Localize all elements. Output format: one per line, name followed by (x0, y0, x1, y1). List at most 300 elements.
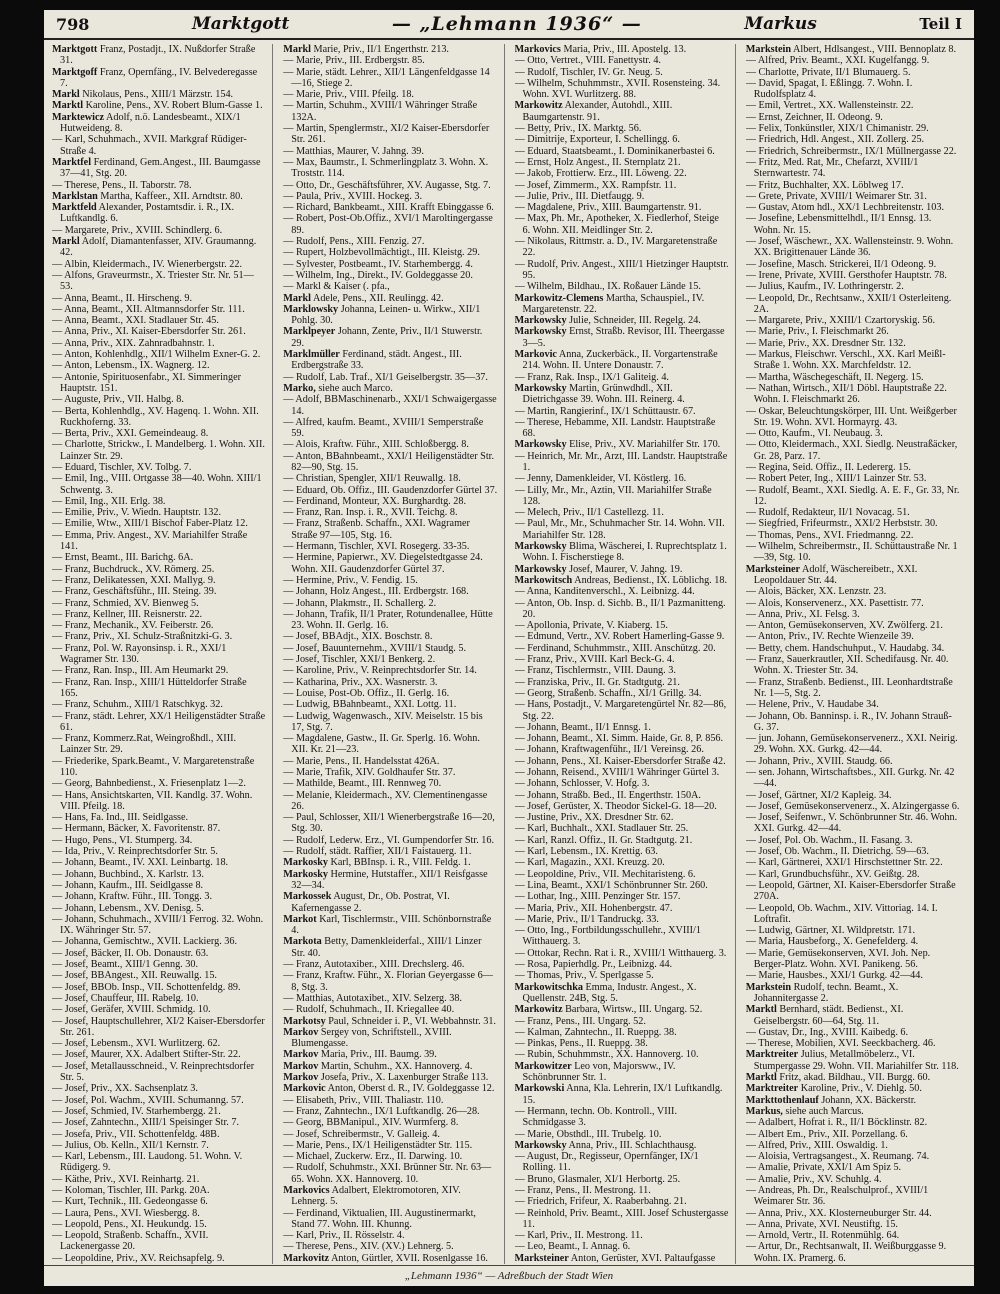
directory-entry: — Franz, Kommerz.Rat, Weingroßhdl., XIII. Lainzer Str. 29. (52, 733, 237, 756)
directory-entry: Markowski Anna, Kla. Lehrerin, IX/1 Luftkandlg. 15. (514, 1083, 723, 1106)
directory-entry: Marktreiter Karoline, Priv., V. Diehlg. 50. (745, 1083, 922, 1095)
directory-entry: — Regina, Seid. Offiz., II. Ledererg. 15. (745, 461, 911, 473)
directory-entry: — Leopold, Dr., Rechtsanw., XXII/1 Osterleiteng. 2A. (745, 292, 952, 315)
directory-entry: — Rubin, Schuhmmstr., XX. Hannoverg. 10. (514, 1049, 699, 1061)
header-right-keyword: Markus (744, 14, 817, 34)
directory-entry: — Reinhold, Priv. Beamt., XIII. Josef Schustergasse 11. (514, 1207, 729, 1230)
directory-entry: — August, Dr., Regisseur, Opernfänger, IX/1 Rolling. 11. (514, 1151, 699, 1174)
directory-entry: — Lothar, Ing., XIII. Penzinger Str. 157. (514, 891, 681, 903)
directory-entry: — Emma, Priv. Angest., XV. Mariahilfer Straße 141. (52, 529, 248, 553)
directory-entry: — Anton, Priv., IV. Rechte Wienzeile 39. (745, 631, 914, 643)
directory-entry: — Karl, Ranzl. Offiz., II. Gr. Stadtgutg. 21. (514, 834, 693, 846)
directory-entry: — David, Spagat, I. Eßlingg. 7. Wohn. I. Rudolfsplatz 4. (745, 77, 913, 101)
directory-entry: — Apollonia, Private, V. Kiaberg. 15. (514, 620, 668, 632)
directory-entry: — Marie, Priv., III. Erdbergstr. 85. (283, 55, 425, 67)
directory-entry: — Franz, Rak. Insp., IX/1 Galiteig. 4. (514, 371, 669, 383)
directory-entry: Marktl Fritz, akad. Bildhau., VII. Burgg. 60. (745, 1072, 931, 1084)
directory-entry: — Josef, Pol. Ob. Wachm., II. Fasang. 3. (745, 834, 913, 846)
directory-entry: — Johann, Trafik, II/1 Prater, Rotundenallee, Hütte 23. Wohn. II. Gerlg. 16. (283, 608, 493, 632)
directory-entry: — Ferdinand, Monteur, XX. Burghardtg. 28. (283, 495, 467, 507)
directory-entry: — Fritz, Buchhalter, XX. Löblweg 17. (745, 179, 904, 191)
directory-entry: — Nikolaus, Rittmstr. a. D., IV. Margaretenstraße 22. (514, 236, 718, 259)
directory-entry: — Josef, BBOb. Insp., VII. Schottenfeldg. 89. (52, 981, 241, 993)
directory-entry: — Josef, BBAdjt., XIX. Boschstr. 8. (283, 631, 433, 643)
directory-entry: Marklowsky Johanna, Leinen- u. Wirkw., XII/1 Pohlg. 30. (283, 303, 481, 327)
directory-entry: — Anton, BBahnbeamt., XXI/1 Heiligenstädter Str. 82—90, Stg. 15. (283, 450, 495, 473)
directory-entry: — Betty, chem. Handschuhput., V. Haudabg. 34. (745, 642, 945, 654)
directory-entry: — Josef, BBAngest., XII. Reuwallg. 15. (52, 970, 217, 982)
directory-entry: — Fritz, Med. Rat, Mr., Chefarzt, XVIII/1 Sternwartestr. 74. (745, 156, 919, 180)
directory-entry: — Robert Peter, Ing., XIII/1 Lainzer Str. 53. (745, 473, 927, 485)
directory-entry: — Melech, Priv., II/1 Castellezg. 11. (514, 507, 664, 519)
directory-entry: — Josef, Gemüsekonservenerz., X. Alzingergasse 6. (745, 800, 960, 812)
directory-entry: — Julius, Kaufm., IV. Lothringerstr. 2. (745, 281, 904, 293)
directory-entry: — Anna, Kanditenverschl., X. Leibnizg. 44. (514, 586, 695, 598)
directory-entry: Markowitz-Clemens Martha, Schauspiel., IV. Margaretenstr. 22. (514, 292, 705, 315)
directory-entry: — Heinrich, Mr. Mr., Arzt, III. Landstr. Hauptstraße 1. (514, 450, 728, 473)
directory-entry: — Marie, Priv., I. Fleischmarkt 26. (745, 326, 889, 338)
directory-entry: — Melanie, Kleidermach., XV. Clementinengasse 26. (283, 789, 488, 812)
directory-entry: — Marie, Hausbes., XXI/1 Gurkg. 42—44. (745, 970, 923, 982)
directory-entry: — Franz, Sauerkrautler, XII. Schedifausg. Nr. 40. Wohn. X. Triester Str. 34. (745, 654, 949, 677)
directory-entry: — Oskar, Beleuchtungskörper, III. Unt. Weißgerber Str. 19. Wohn. XVI. Hormayrg. 43. (745, 405, 957, 428)
directory-entry: Markosky Hermine, Hutstaffer., XII/1 Reisfgasse 32—34. (283, 868, 488, 891)
directory-entry: — Adalbert, Hofrat i. R., II/1 Böcklinstr. 82. (745, 1117, 928, 1129)
directory-entry: — Johann, Beamt., XI. Simm. Haide, Gr. 8, P. 856. (514, 733, 724, 745)
directory-entry: — Martin, Schuhm., XVIII/1 Währinger Straße 132A. (283, 100, 478, 123)
directory-entry: — Rudolf, städt. Raffier, XII/1 Faistauerg. 11. (283, 846, 472, 858)
directory-entry: Markosky Karl, BBInsp. i. R., VIII. Feldg. 1. (283, 857, 471, 869)
directory-entry: — Hugo, Pens., VI. Stumperg. 34. (52, 834, 193, 846)
directory-entry: — Adolf, BBMaschinenarb., XXI/1 Schwaigergasse 14. (283, 394, 497, 417)
directory-entry: — Antonie, Spirituosenfabr., XI. Simmeringer Hauptstr. 151. (52, 371, 242, 394)
directory-entry: — Louise, Post-Ob. Offiz., II. Gerlg. 16. (283, 687, 450, 699)
directory-entry: — Marie, Priv., II/1 Tandruckg. 33. (514, 913, 659, 925)
directory-entry: — Rudolf, Schuhmstr., XXI. Brünner Str. Nr. 63—65. Wohn. XX. Hannoverg. 10. (283, 1162, 492, 1185)
directory-entry: — Friedrich, Schreibermstr., IX/1 Müllnergasse 22. (745, 145, 957, 157)
directory-entry: — Josef, Wäschewr., XX. Wallensteinstr. 9. Wohn. XX. Brigittenauer Lände 36. (745, 236, 954, 259)
directory-entry: — Emil, Vertret., XX. Wallensteinstr. 22. (745, 100, 914, 112)
directory-entry: — Leo, Beamt., I. Annag. 6. (514, 1241, 631, 1253)
page-number: 798 (56, 14, 90, 34)
directory-entry: — Franz, Buchdruck., XV. Römerg. 25. (52, 563, 215, 575)
directory-entry: Marktl Bernhard, städt. Bedienst., XI. Geiselbergstr. 60—64, Stg. 11. (745, 1004, 904, 1027)
directory-entry: — Franz, Priv., XI. Schulz-Straßnitzki-G. 3. (52, 631, 233, 643)
directory-entry: — Friedrich, Frifeur, X. Raaberbahng. 21. (514, 1196, 687, 1208)
directory-entry: Markowitz Barbara, Wirtsw., III. Ungarg. 52. (514, 1004, 703, 1016)
directory-entry: — Marie, Obsthdl., III. Trubelg. 10. (514, 1128, 662, 1140)
directory-entry: — Alois, Bäcker, XX. Lenzstr. 23. (745, 586, 887, 598)
directory-entry: — Josef, Chauffeur, III. Rabelg. 10. (52, 992, 199, 1004)
directory-entry: — Josef, Bäcker, II. Ob. Donaustr. 63. (52, 947, 209, 959)
directory-entry: Marktgott Franz, Postadjt., IX. Nußdorfer Straße 31. (52, 44, 256, 67)
directory-entry: Marklstan Martha, Kaffeer., XII. Arndtstr. 80. (52, 190, 243, 202)
directory-entry: — Josef, Pol. Wachm., XVIII. Schumanng. 57. (52, 1094, 244, 1106)
directory-entry: — Karl, Lebensm., III. Laudong. 51. Wohn. V. Rüdigerg. 9. (52, 1151, 243, 1174)
directory-entry: — Rudolf, Redakteur, II/1 Novacag. 51. (745, 507, 910, 519)
directory-entry: — Magdalene, Priv., XIII. Baumgartenstr. 91. (514, 202, 702, 214)
directory-entry: — Rudolf, Tischler, IV. Gr. Neug. 5. (514, 66, 663, 78)
directory-entry: — Markus, Fleischwr. Verschl., XX. Karl Meißl-Straße 1. Wohn. XX. Marchfeldstr. 12. (745, 349, 946, 372)
directory-entry: Markowsky Julie, Schneider, III. Regelg. 24. (514, 315, 701, 327)
directory-entry: — Franz, städt. Lehrer, XX/1 Heiligenstädter Straße 61. (52, 710, 266, 733)
directory-entry: — Christian, Spengler, XII/1 Reuwallg. 18. (283, 473, 461, 485)
directory-entry: — Josef, Gärtner, XI/2 Kapleig. 34. (745, 789, 892, 801)
directory-entry: — Dimitrije, Exporteur, I. Schellingg. 6. (514, 134, 680, 146)
directory-entry: Markowitsch Andreas, Bedienst., IX. Löblichg. 18. (514, 574, 728, 586)
directory-entry: Marktgoff Franz, Opernfäng., IV. Belvederegasse 7. (52, 66, 258, 89)
directory-entry: — Johann, Schuhmach., XVIII/1 Ferrog. 32. Wohn. IX. Währinger Str. 57. (52, 913, 264, 937)
directory-entry: — Rudolf, Pens., XIII. Fenzig. 27. (283, 236, 425, 248)
directory-entry: — Hermine, Priv., V. Fendig. 15. (283, 574, 418, 586)
directory-entry: — Rudolf, Priv. Angest., XIII/1 Hietzinger Hauptstr. 95. (514, 258, 729, 281)
directory-entry: — Otto, Ing., Fortbildungsschullehr., XVIII/1 Witthauerg. 3. (514, 925, 701, 948)
directory-entry: — Anna, Priv., XX. Klosterneuburger Str. 44. (745, 1207, 932, 1219)
directory-entry: — Paula, Priv., XVIII. Hockeg. 3. (283, 190, 423, 202)
directory-entry: Markossek August, Dr., Ob. Postrat, VI. Kafernengasse 2. (283, 891, 450, 914)
directory-columns (52, 44, 966, 1264)
directory-entry: — Johann, Beamt., II/1 Ennsg. 1. (514, 721, 651, 733)
directory-entry: Markowsky Blima, Wäscherei, I. Ruprechtsplatz 1. Wohn. I. Fischerstiege 8. (514, 541, 727, 564)
directory-entry: — Jakob, Frottierw. Erz., III. Löweng. 22. (514, 168, 687, 180)
directory-entry: — Franz, Straßenb. Schaffn., XXI. Wagramer Straße 97—105, Stg. 16. (283, 518, 470, 541)
directory-entry: — Leopold, Straßenb. Schaffn., XVII. Lackenergasse 20. (52, 1230, 209, 1253)
directory-entry: Markowsky Anna, Priv., III. Schlachthausg. (514, 1139, 697, 1151)
directory-entry: — Therese, Mobilien, XVI. Seeckbacherg. 46. (745, 1038, 936, 1050)
directory-entry: — Hermann, techn. Ob. Kontroll., VIII. Schmidgasse 3. (514, 1105, 677, 1129)
directory-entry: — Margarete, Priv., XXIII/1 Czartoryskig. 56. (745, 315, 936, 327)
directory-entry: — Ernst, Beamt., III. Barichg. 6A. (52, 552, 194, 564)
directory-entry: — Karl, Magazin., XXI. Kreuzg. 20. (514, 857, 665, 869)
directory-entry: — Mathilde, Beamt., III. Rennweg 70. (283, 778, 442, 790)
directory-entry: — Berta, Priv., XXI. Gemeindeaug. 8. (52, 428, 209, 440)
directory-entry: — Leopold, Ob. Wachm., XIV. Vittoriag. 14. I. Loftrafit. (745, 902, 938, 925)
directory-entry: — Therese, Pens., II. Taborstr. 78. (52, 179, 192, 191)
directory-entry: — Robert, Post-Ob.Offiz., XVI/1 Maroltingergasse 89. (283, 213, 493, 236)
directory-entry: — Karoline, Priv., V. Reinprechtsdorfer Str. 14. (283, 665, 477, 677)
directory-entry: — Alfred, Priv., XIII. Oswaldig. 1. (745, 1139, 888, 1151)
directory-entry: — Josef, Geräfer, XVIII. Schmidg. 10. (52, 1004, 211, 1016)
directory-entry: Markowitschka Emma, Industr. Angest., X. Quellenstr. 24B, Stg. 5. (514, 981, 697, 1004)
directory-entry: — Johann, Straßb. Bed., II. Engerthstr. 150A. (514, 789, 701, 801)
directory-entry: — Anton, Lebensm., IX. Wagnerg. 12. (52, 360, 210, 372)
directory-entry: — Franz, Schuhm., XIII/1 Ratschkyg. 32. (52, 699, 223, 711)
directory-entry: — Josef, Zimmerm., XX. Rampfstr. 11. (514, 179, 677, 191)
directory-entry: — Karl, Gärtnerei, XXI/1 Hirschstettner Str. 22. (745, 857, 943, 869)
directory-entry: — Josef, Hauptschullehrer, XI/2 Kaiser-Ebersdorfer Str. 261. (52, 1015, 265, 1038)
directory-entry: — Berta, Kohlenhdlg., XV. Hagenq. 1. Wohn. XII. Ruckhoferng. 33. (52, 405, 259, 428)
directory-entry: Markov Josefa, Priv., X. Laxenburger Straße 113. (283, 1072, 489, 1084)
directory-entry: — Johann, Schlosser, V. Hofg. 3. (514, 778, 650, 790)
directory-entry: — Georg, BBManipul., XIV. Wurmferg. 8. (283, 1117, 459, 1129)
directory-entry: — Rudolf, Lab. Traf., XI/1 Geiselbergstr. 35—37. (283, 371, 488, 383)
directory-entry: — Max, Baumstr., I. Schmerlingplatz 3. Wohn. X. Troststr. 114. (283, 156, 489, 180)
directory-entry: — Emil, Ing., VIII. Ortgasse 38—40. Wohn. XIII/1 Schwentg. 3. (52, 473, 262, 496)
directory-entry: Markov Martin, Schuhm., XX. Hannoverg. 4. (283, 1060, 473, 1072)
directory-entry: — Josef, Zahntechn., XIII/1 Speisinger Str. 7. (52, 1117, 240, 1129)
directory-entry: — Otto, Dr., Geschäftsführer, XV. Augasse, Stg. 7. (283, 179, 491, 191)
directory-entry: — Alois, Kraftw. Führ., XIII. Schloßbergg. 8. (283, 439, 469, 451)
directory-entry: — Emilie, Priv., V. Wiedn. Hauptstr. 132. (52, 507, 221, 519)
directory-entry: Markovics Adalbert, Elektromotoren, XIV. Lehnerg. 5. (283, 1184, 461, 1208)
directory-entry: Markov Sergey von, Schriftstell., XVIII. Blumengasse. (283, 1026, 452, 1050)
directory-entry: — Rosa, Papierhdlg. Pr., Leibnizg. 44. (514, 959, 673, 971)
directory-entry: — Eduard, Ob. Offiz., III. Gaudenzdorfer Gürtel 37. (283, 484, 498, 496)
directory-entry: Markovics Maria, Priv., III. Apostelg. 13. (514, 44, 687, 55)
directory-entry: — Elisabeth, Priv., VIII. Thaliastr. 110. (283, 1094, 444, 1106)
directory-entry: Markowsky Josef, Maurer, V. Jahng. 19. (514, 563, 683, 575)
directory-entry: — Franz, Geschäftsführ., III. Steing. 39. (52, 586, 217, 598)
directory-entry: — Ludwig, Wagenwasch., XIV. Meiselstr. 15 bis 17, Stg. 7. (283, 710, 483, 733)
directory-entry: — Alfred, kaufm. Beamt., XVIII/1 Semperstraße 59. (283, 416, 484, 440)
directory-entry: — Johann, Kraftw. Führ., III. Tongg. 3. (52, 891, 213, 903)
directory-entry: — Anna, Beamt., XII. Altmannsdorfer Str. 111. (52, 303, 245, 315)
directory-entry: — Franziska, Priv., II. Gr. Stadtgutg. 21. (514, 676, 680, 688)
directory-entry: — Hans, Fa. Ind., III. Seidlgasse. (52, 812, 189, 824)
directory-entry: — Josef, Priv., XX. Sachsenplatz 3. (52, 1083, 198, 1095)
directory-entry: — Karl, Grundbuchsführ., XV. Geißtg. 28. (745, 868, 920, 880)
directory-entry: — Eduard, Staatsbeamt., I. Dominikanerbastei 6. (514, 145, 715, 157)
directory-entry: — Franz, Tischlermstr., VIII. Daung. 3. (514, 665, 676, 677)
directory-entry: — Hans, Postadjt., V. Margaretengürtel Nr. 82—86, Stg. 22. (514, 699, 727, 722)
directory-entry: — Marie, Gemüsekonserven, XVI. Joh. Nep. Berger-Platz. Wohn. XVI. Panikeng. 56. (745, 947, 931, 971)
directory-entry: — Albin, Kleidermach., IV. Wienerbergstr. 22. (52, 258, 243, 270)
directory-entry: — Edmund, Vertr., XV. Robert Hamerling-Gasse 9. (514, 631, 725, 643)
directory-entry: — Aloisia, Vertragsangest., X. Reumang. 74. (745, 1151, 930, 1163)
directory-entry: — Josefine, Lebensmittelhdl., II/1 Ennsg. 13. Wohn. Nr. 15. (745, 213, 932, 236)
directory-entry: — Karl, Buchhalt., XXI. Stadlauer Str. 25. (514, 823, 689, 835)
directory-entry: — Therese, Hebamme, XII. Landstr. Hauptstraße 68. (514, 416, 716, 440)
directory-entry: Marktfeld Alexander, Postamtsdir. i. R., IX. Luftkandlg. 6. (52, 202, 235, 225)
directory-entry: — Rupert, Holzbevollmächtigt., III. Kleistg. 29. (283, 247, 480, 259)
directory-entry: — Richard, Bankbeamt., XIII. Krafft Ebinggasse 6. (283, 202, 494, 214)
directory-entry: — Bruno, Glasmaler, XI/1 Herbortg. 25. (514, 1173, 681, 1185)
directory-entry: — Matthias, Maurer, V. Jahng. 39. (283, 145, 424, 157)
directory-entry: Marklpeyer Johann, Zente, Priv., II/1 Stuwerstr. 29. (283, 326, 483, 349)
directory-entry: — Franz, Autotaxiber., XIII. Drechslerg. 46. (283, 959, 465, 971)
directory-entry: — Josef, Metallausschneid., V. Reinprechtsdorfer Str. 5. (52, 1060, 255, 1084)
directory-entry: — Johann, Ob. Banninsp. i. R., IV. Johann Strauß-G. 37. (745, 710, 952, 733)
directory-entry: — Anna, Beamt., XXI. Stadlauer Str. 45. (52, 315, 219, 327)
column-4 (746, 44, 966, 1264)
directory-entry: — Maria, Priv., XII. Hohenbergstr. 47. (514, 902, 673, 914)
directory-entry: — Franz, Kraftw. Führ., X. Florian Geyergasse 6—8, Stg. 3. (283, 970, 493, 993)
directory-entry: — Auguste, Priv., VII. Halbg. 8. (52, 394, 184, 406)
directory-entry: Markttothenlauf Johann, XX. Bäckerstr. (745, 1094, 917, 1106)
directory-entry: — Josef, Bauunternehm., XVIII/1 Staudg. 5. (283, 642, 467, 654)
directory-entry: — Franz, Pol. W. Rayonsinsp. i. R., XXI/1 Wagramer Str. 130. (52, 642, 227, 666)
directory-entry: — Julius, Ob. Kelln., XII/1 Kernstr. 7. (52, 1139, 209, 1151)
directory-entry: — Marie, Pens., II. Handelsstat 426A. (283, 755, 440, 767)
directory-entry: — Franz, Kellner, III. Reisnerstr. 22. (52, 608, 203, 620)
directory-entry: — Johann, Lebensm., XV. Denisg. 5. (52, 902, 204, 914)
directory-entry: — Thomas, Pens., XVI. Friedmanng. 22. (745, 529, 914, 541)
directory-entry: — Johann, Reisend., XVIII/1 Währinger Gürtel 3. (514, 767, 720, 778)
directory-entry: — Anna, Priv., XIX. Zahnradbahnstr. 1. (52, 337, 215, 349)
directory-entry: — Anna, Priv., XI. Kaiser-Ebersdorfer Str. 261. (52, 326, 246, 338)
directory-entry: — Gustav, Atom hdl., XX/1 Lechbreitenstr. 103. (745, 202, 945, 214)
column-3 (515, 44, 736, 1264)
directory-entry: — Eduard, Tischler, XV. Tolbg. 7. (52, 461, 192, 473)
directory-entry: — Leopoldine, Priv., VII. Mechitaristeng. 6. (514, 868, 696, 880)
directory-entry: — Jenny, Damenkleider, VI. Köstlerg. 16. (514, 473, 687, 485)
directory-entry: — Josef, Maurer, XX. Adalbert Stifter-Str. 22. (52, 1049, 241, 1061)
directory-entry: — Wilhelm, Schreibermstr., II. Schüttaustraße Nr. 1—39, Stg. 10. (745, 541, 958, 564)
directory-entry: — Ernst, Zeichner, II. Odeong. 9. (745, 111, 883, 123)
directory-entry: — Wilhelm, Ing., Direkt., IV. Goldeggasse 20. (283, 269, 473, 281)
directory-entry: — Josef, Lebensm., XVI. Wurlitzerg. 62. (52, 1038, 221, 1050)
directory-entry: Markowsky Martin, Grünwdhdl., XII. Dietrichgasse 39. Wohn. III. Reinerg. 4. (514, 382, 685, 406)
directory-entry: — Ferdinand, Viktualien, III. Augustinermarkt, Stand 77. Wohn. III. Khunng. (283, 1207, 476, 1230)
directory-page (44, 10, 974, 1286)
directory-entry: — Justine, Priv., XX. Dresdner Str. 62. (514, 812, 674, 824)
directory-entry: — Alfons, Graveurmstr., X. Triester Str. Nr. 51—53. (52, 269, 254, 293)
directory-entry: — Magdalene, Gastw., II. Gr. Sperlg. 16. Wohn. XII. Kr. 21—23. (283, 733, 480, 756)
directory-entry: — Friederike, Spark.Beamt., V. Margaretenstraße 110. (52, 755, 255, 778)
directory-entry: — Franz, Straßenb. Bedienst., III. Leonhardtstraße Nr. 1—5, Stg. 2. (745, 676, 953, 699)
directory-entry: — Emilie, Wtw., XIII/1 Bischof Faber-Platz 12. (52, 518, 248, 530)
directory-entry: Marksteiner Adolf, Wäschereibetr., XXI. Leopoldauer Str. 44. (745, 563, 918, 586)
directory-entry: Markowitzer Leo von, Majorsww., IV. Schönbrunner Str. 1. (514, 1060, 676, 1084)
directory-entry: — Hermine, Papierwr., XV. Diegelstedtgasse 24. Wohn. XII. Gaudenzdorfer Gürtel 37. (283, 552, 483, 575)
directory-entry: — Anton, Ob. Insp. d. Sichb. B., II/1 Pazmanitteng. 20. (514, 597, 726, 620)
directory-entry: — Alfred, Priv. Beamt., XXI. Kugelfangg. 9. (745, 55, 930, 67)
directory-entry: — Alois, Konservenerz., XX. Pasettistr. 77. (745, 597, 924, 609)
directory-entry: — Franz, Zahntechn., IX/1 Luftkandlg. 26—28. (283, 1105, 480, 1117)
directory-entry: — Marie, Trafik, XIV. Goldhaufer Str. 37. (283, 767, 456, 778)
directory-entry: Markstein Rudolf, techn. Beamt., X. Johannitergasse 2. (745, 981, 899, 1004)
directory-entry: — Anna, Private, XVI. Neustiftg. 15. (745, 1218, 898, 1230)
directory-entry: — Johann, Priv., XVIII. Staudg. 66. (745, 755, 893, 767)
directory-entry: — jun. Johann, Gemüsekonservenerz., XXI. Neirig. 29. Wohn. XX. Gurkg. 42—44. (745, 733, 958, 756)
directory-entry: — Katharina, Priv., XX. Wasnerstr. 3. (283, 676, 438, 688)
directory-entry: — Karl, Priv., II. Rösselstr. 4. (283, 1230, 405, 1242)
directory-entry: — Ida, Priv., V. Reinprechtsdorfer Str. 5. (52, 846, 218, 858)
directory-entry: — Ernst, Holz Angest., II. Sternplatz 21. (514, 156, 681, 168)
directory-entry: — Friedrich, Hdl. Angest., XII. Zollerg. 25. (745, 134, 925, 146)
directory-entry: — Lina, Beamt., XXI/1 Schönbrunner Str. 260. (514, 879, 708, 891)
directory-entry: — Ottokar, Rechn. Rat i. R., XVIII/1 Witthauerg. 3. (514, 947, 727, 959)
directory-entry: — Amalie, Priv., XV. Schuhlg. 4. (745, 1173, 882, 1185)
directory-entry: — Martin, Rangierinf., IX/1 Schüttaustr. 67. (514, 405, 696, 417)
directory-entry: — Franz, Schmied, XV. Bienweg 5. (52, 597, 199, 609)
directory-entry: Markot Karl, Tischlermstr., VIII. Schönbornstraße 4. (283, 913, 492, 937)
directory-entry: — Hans, Ansichtskarten, VII. Kandlg. 37. Wohn. VIII. Pfeilg. 18. (52, 789, 253, 812)
directory-entry: — Marie, Priv., XX. Dresdner Str. 132. (745, 337, 906, 349)
directory-entry: — Franz, Ran. Insp. i. R., XVII. Teichg. 8. (283, 507, 458, 519)
directory-entry: — sen. Johann, Wirtschaftsbes., XII. Gurkg. Nr. 42—44. (745, 767, 955, 790)
directory-entry: — Gustav, Dr., Ing., XVIII. Kaibedg. 6. (745, 1026, 909, 1038)
directory-entry: — Otto, Vertret., VIII. Fanettystr. 4. (514, 55, 661, 67)
directory-entry: — Amalie, Private, XXI/1 Am Spiz 5. (745, 1162, 902, 1174)
directory-entry: Markotsy Paul, Schneider i. P., VI. Webbahnstr. 31. (283, 1015, 496, 1027)
directory-entry: — Otto, Kleidermach., XXI. Siedlg. Neustraßäcker, Gr. 28, Parz. 17. (745, 439, 958, 462)
directory-entry: — Anton, Gemüsekonserven, XV. Zwölferg. 21. (745, 620, 943, 632)
directory-entry: — Ferdinand, Schuhmmstr., XIII. Anschützg. 20. (514, 642, 716, 654)
directory-entry: — Rudolf, Schuhmach., II. Kriegallee 40. (283, 1004, 455, 1016)
directory-entry: Markota Betty, Damenkleiderfal., XIII/1 Linzer Str. 40. (283, 936, 482, 959)
directory-entry: — Laura, Pens., XVI. Wiesbergg. 8. (52, 1207, 200, 1219)
directory-entry: — Kurt, Technik., III. Gedeongasse 6. (52, 1196, 208, 1208)
directory-entry: — Georg, Bahnbedienst., X. Friesenplatz 1—2. (52, 778, 246, 790)
directory-entry: — Josef, Seifenwr., V. Schönbrunner Str. 46. Wohn. XXI. Gurkg. 42—44. (745, 812, 958, 835)
directory-entry: — Paul, Mr., Mr., Schuhmacher Str. 14. Wohn. VII. Mariahilfer Str. 128. (514, 518, 725, 541)
directory-entry: — Paul, Schlosser, XII/1 Wienerbergstraße 16—20, Stg. 30. (283, 812, 495, 835)
directory-entry: — Betty, Priv., IX. Marktg. 56. (514, 123, 642, 135)
directory-entry: — Charlotte, Strickw., I. Mandelberg. 1. Wohn. XII. Lainzer Str. 29. (52, 439, 265, 462)
directory-entry: — Käthe, Priv., XVI. Reinhartg. 21. (52, 1173, 200, 1185)
directory-entry: — Andreas, Ph. Dr., Realschulprof., XVIII/1 Weimarer Str. 36. (745, 1184, 929, 1208)
directory-entry: — Wilhelm, Bildhau., IX. Roßauer Lände 15. (514, 281, 701, 293)
directory-entry: — Georg, Straßenb. Schaffn., XI/1 Grillg. 34. (514, 687, 702, 699)
directory-entry: — Anton, Kohlenhdlg., XII/1 Wilhelm Exner-G. 2. (52, 349, 261, 361)
directory-entry: — Therese, Pens., XIV. (XV.) Lehnerg. 5. (283, 1241, 454, 1253)
directory-entry: Markus, siehe auch Marcus. (745, 1105, 864, 1117)
directory-entry: — Marie, städt. Lehrer., XII/1 Längenfeldgasse 14—16, Stiege 2. (283, 66, 490, 89)
column-2 (283, 44, 504, 1264)
directory-entry: — Pinkas, Pens., II. Rueppg. 38. (514, 1038, 648, 1050)
directory-entry: Markl Nikolaus, Pens., XIII/1 Märzstr. 154. (52, 89, 234, 101)
directory-entry: Marktfel Ferdinand, Gem.Angest., III. Baumgasse 37—41, Stg. 20. (52, 156, 261, 180)
directory-entry: — Leopoldine, Priv., XV. Reichsapfelg. 9. (52, 1252, 225, 1264)
directory-entry: — Hermann, Bäcker, X. Favoritenstr. 87. (52, 823, 221, 835)
directory-entry: — Josef, Schreibermstr., V. Galleig. 4. (283, 1128, 440, 1140)
directory-entry: — Helene, Priv., V. Haudabe 34. (745, 699, 879, 711)
directory-entry: — Hermann, Tischler, XVI. Rosegerg. 33-35. (283, 541, 470, 553)
running-title: — „Lehmann 1936“ — (391, 13, 642, 35)
directory-entry: Marktreiter Julius, Metallmöbelerz., VI. Stumpergasse 29. Wohn. VII. Mariahilfer Str. 118. (745, 1049, 959, 1072)
directory-entry: — Karl, Schuhmach., XVII. Markgraf Rüdiger-Straße 4. (52, 134, 247, 157)
directory-entry: — Karl, Lebensm., IX. Krettig. 63. (514, 846, 658, 858)
directory-entry: — Johann, Buchbind., X. Karlstr. 13. (52, 868, 204, 880)
directory-entry: — Franz, Ran. Insp., XIII/1 Hütteldorfer Straße 165. (52, 676, 247, 699)
directory-entry: — Nathan, Wirtsch., XII/1 Döbl. Hauptstraße 22. Wohn. I. Fleischmarkt 26. (745, 382, 947, 406)
directory-entry: — Artur, Dr., Rechtsanwalt, II. Weißburggasse 9. Wohn. IX. Pramerg. 6. (745, 1241, 947, 1264)
directory-entry: — Franz, Pens., III. Ungarg. 52. (514, 1015, 646, 1027)
directory-entry: — Julie, Priv., III. Dietfaugg. 9. (514, 190, 645, 202)
directory-entry: — Irene, Private, XVIII. Gersthofer Hauptstr. 78. (745, 269, 947, 281)
directory-entry: — Anna, Priv., XI. Felsg. 3. (745, 608, 860, 620)
directory-entry: — Ludwig, Gärtner, XI. Wildpretstr. 171. (745, 925, 916, 937)
directory-entry: — Otto, Kaufm., VI. Neubaug. 3. (745, 428, 883, 440)
directory-entry: — Maria, Hausbeforg., X. Genefelderg. 4. (745, 936, 919, 948)
directory-entry: Markl Marie, Priv., II/1 Engerthstr. 213. (283, 44, 449, 55)
directory-entry: — Arnold, Vertr., II. Rotenmühlg. 64. (745, 1230, 900, 1242)
directory-entry: — Ludwig, BBahnbeamt., XXI. Lottg. 11. (283, 699, 457, 711)
directory-entry: — Leopold, Gärtner, XI. Kaiser-Ebersdorfer Straße 270A. (745, 879, 956, 903)
directory-entry: — Franz, Pens., II. Mestrong. 11. (514, 1184, 651, 1196)
part-label: Teil I (919, 15, 962, 33)
directory-entry: — Thomas, Priv., V. Sperlgasse 5. (514, 970, 654, 982)
directory-entry: — Lilly, Mr., Mr., Aztin, VII. Mariahilfer Straße 128. (514, 484, 712, 507)
directory-entry: — Leopold, Pens., XI. Heukundg. 15. (52, 1218, 207, 1230)
directory-entry: — Franz, Mechanik., XV. Feiberstr. 26. (52, 620, 214, 632)
directory-entry: — Josefine, Masch. Strickerei, II/1 Odeong. 9. (745, 258, 937, 270)
directory-entry: — Josef, Ob. Wachm., II. Dietrichg. 59—63. (745, 846, 929, 858)
directory-entry: — Wilhelm, Schuhmmstr., XVII. Rosensteing. 34. Wohn. XVI. Wurlitzerg. 88. (514, 77, 721, 101)
page-header (44, 10, 974, 40)
directory-entry: — Rudolf, Beamt., XXI. Siedlg. A. E. F., Gr. 33, Nr. 12. (745, 484, 960, 507)
directory-entry: — Franz, Delikatessen, XXI. Mallyg. 9. (52, 574, 216, 586)
directory-entry: — Martin, Spenglermstr., XI/2 Kaiser-Ebersdorfer Str. 261. (283, 123, 490, 146)
directory-entry: — Marie, Pens., IX/1 Heiligenstädter Str. 115. (283, 1139, 473, 1151)
directory-entry: — Grete, Private, XVIII/1 Weimarer Str. 31. (745, 190, 927, 202)
directory-entry: — Johanna, Gemischtw., XVII. Lackierg. 36. (52, 936, 238, 948)
directory-entry: — Martha, Wäschegeschäft, II. Negerg. 15. (745, 371, 924, 383)
directory-entry: — Johann, Pens., XI. Kaiser-Ebersdorfer Straße 42. (514, 755, 726, 767)
directory-entry: — Koloman, Tischler, III. Parkg. 20A. (52, 1184, 210, 1196)
directory-entry: Markov Maria, Priv., III. Baumg. 39. (283, 1049, 437, 1061)
